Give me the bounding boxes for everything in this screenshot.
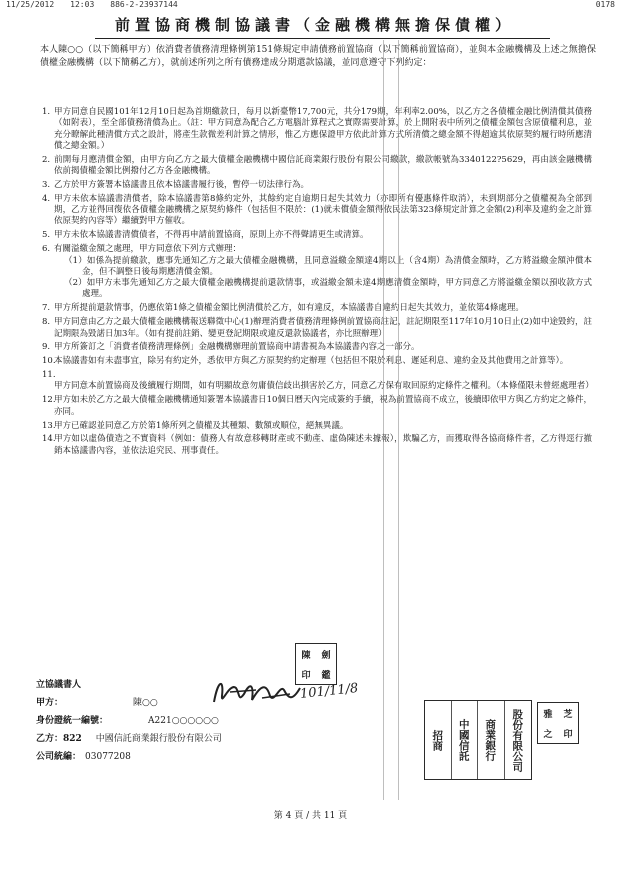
company-seal-stamp: 招商 中國信託 商業銀行 股份有限公司 <box>424 700 532 780</box>
clause-number: 13. <box>42 420 56 431</box>
fax-time: 12:03 <box>70 0 95 9</box>
company-no-row: 公司統編： 03077208 <box>36 748 296 766</box>
document-title: 前置協商機制協議書（金融機構無擔保債權） <box>114 15 515 34</box>
party-a-name: 陳○○ <box>133 698 158 708</box>
clause-number: 5. <box>42 230 51 241</box>
clause-text: 甲方同意本前置協商及後續履行期間，如有明顯故意勿庸債信歧出損害於乙方，同意乙方保有取回原約定條件之權利。（本條僅限未曾經處理者） <box>54 381 594 392</box>
clause-number: 12. <box>42 395 56 406</box>
clause-text: 甲方未依本協議書清償者，除本協議書第8條約定外，其餘約定自逾期日起失其效力（亦即所有優惠條件取消），未到期部分之債權視為全部到期，乙方並得回復依各債權金融機構之原契約條件（包括但不限於：(1)就未償債金額得依民法第323條規定計算之金額(2)利率及違約金之計算依原契約內容等）繼續對甲方催收。 <box>54 193 592 227</box>
clause-item <box>42 434 592 457</box>
clause-subitem: （1）如係為提前繳款，應事先通知乙方之最大債權金融機構，且同意溢繳金額達4期以上（含4期）為清償金額時，乙方將溢繳金額沖償本金，但不調整日後每期應清償金額。 <box>64 255 592 277</box>
signatory-heading: 立協議書人 <box>36 680 82 690</box>
clause-number: 9. <box>42 342 51 353</box>
personal-seal-stamp: 陳 劍 印 鑑 <box>295 643 337 685</box>
clause-item <box>42 230 592 241</box>
fax-page-code: 0178 <box>595 0 615 9</box>
clause-number: 1. <box>42 107 51 117</box>
clause-text: 有關溢繳金額之處理，甲方同意依下列方式辦理： <box>54 244 242 255</box>
clause-text: 甲方所提前還款情事，仍應依第1條之債權金額比例清償於乙方，如有違反，本協議書自違約日起失其效力，並依第4條處理。 <box>54 303 524 314</box>
company-no: 03077208 <box>85 752 131 762</box>
clause-item <box>42 107 592 152</box>
fax-header <box>6 0 615 10</box>
clause-text: 乙方於甲方簽署本協議書且依本協議書履行後，暫停一切法律行為。 <box>54 179 310 190</box>
intro-paragraph: 本人陳○○（以下簡稱甲方）依消費者債務清理條例第151條規定申請債務前置協商（以下簡稱前置協商），並與本金融機構及上述之無擔保債權金融機構（以下簡稱乙方），就前述所列之所有債務達成分期還款協議，並同意遵守下列約定： <box>40 45 596 68</box>
clause-text: 前開每月應清償金額，由甲方向乙方之最大債權金融機構中國信託商業銀行股份有限公司繳款，繳款帳號為3340122?5629，再由該金融機構依前揭債權金額比例撥付乙方各金融機構。 <box>54 154 592 177</box>
clause-item <box>42 317 592 340</box>
clause-item <box>42 180 592 191</box>
title-underline <box>95 38 550 39</box>
clause-text: 甲方未依本協議書清償債者，不得再申請前置協商，原則上亦不得聲請更生或清算。 <box>54 230 369 241</box>
clause-text: 甲方已確認並同意乙方於第1條所列之債權及其種類、數額或順位，絕無異議。 <box>54 420 349 431</box>
clause-list <box>42 107 592 460</box>
clause-item <box>42 356 592 367</box>
clause-number: 4. <box>42 193 51 204</box>
fax-date: 11/25/2012 <box>6 0 55 9</box>
clause-item <box>42 395 592 418</box>
representative-seal-stamp: 雅 芝 之 印 <box>537 702 579 744</box>
clause-item <box>42 342 592 353</box>
clause-number: 3. <box>42 179 51 190</box>
scan-line <box>383 40 384 800</box>
clause-text: 本協議書如有未盡事宜，除另有約定外，悉依甲方與乙方原契約約定辦理（包括但不限於利息、遲延利息、違約金及其他費用之計算等）。 <box>54 356 569 367</box>
party-a-row: 甲方： 陳○○ <box>36 694 296 712</box>
clause-item <box>42 194 592 228</box>
clause-number: 11. <box>42 370 56 381</box>
page-footer: 第 4 頁 / 共 11 頁 <box>273 811 348 821</box>
fax-number: 886-2-23937144 <box>110 0 178 9</box>
clause-number: 6. <box>42 244 51 255</box>
clause-text: 甲方同意自民國101年12月10日起為首期繳款日，每月以新臺幣17,700元，共分179期，年利率2.00%，以乙方之各債權金融比例清償其債務（如附表），至全部債務清償為止。（註：甲方同意為配合乙方電腦計算程式之實際需要計算，於上開附表中所列之債權金額包含原債權利息，並充分瞭解此種清償方式之設計，將產生款微差利計算之情形，惟乙方應保證甲方依此計算方式所清償之總金額不得超逾其依原契約履行時所應清償之總金額。） <box>54 107 592 151</box>
clause-number: 8. <box>42 317 51 328</box>
clause-text: 甲方如未於乙方之最大債權金融機構通知簽署本協議書日10個日曆天內完成簽約手續，視為前置協商不成立，後續即依甲方與乙方約定之條件，亦同。 <box>54 395 592 417</box>
clause-number: 2. <box>42 154 51 165</box>
clause-text: 甲方如以虛偽債造之不實資料（例如：債務人有故意移轉財產或不動產、虛偽陳述未據報），欺騙乙方，而獲取得各協商條件者，乙方得逕行撤銷本協議書內容，並依法追究民、刑事責任。 <box>54 434 592 456</box>
clause-subitem: （2）如甲方未事先通知乙方之最大債權金融機構提前還款情事，或溢繳金額未達4期應清償金額時，甲方同意乙方將溢繳金額以預收款方式處理。 <box>64 278 592 300</box>
clause-item <box>42 155 592 178</box>
id-row: 身份證統一編號： A221○○○○○○ <box>36 712 296 730</box>
clause-item <box>42 421 592 432</box>
party-b-row: 乙方：822 中國信託商業銀行股份有限公司 <box>36 730 296 748</box>
clause-number: 7. <box>42 303 51 314</box>
clause-item <box>42 244 592 300</box>
clause-number: 10. <box>42 356 56 367</box>
clause-number: 14. <box>42 434 56 445</box>
clause-item <box>42 370 592 393</box>
clause-text: 甲方同意由乙方之最大債權金融機構報送聯徵中心(1)辦理消費者債務清理條例前置協商註記，註記期限至117年10月10日止(2)如中途毀約，註記期限為毀諾日加3年。（如有提前註銷、變更登記期限或違反還款協議者，亦比照辦理） <box>54 317 592 339</box>
clause-text: 甲方所簽訂之「消費者債務清理條例」金融機構辦理前置協商申請書視為本協議書內容之一部分。 <box>54 342 420 353</box>
handwritten-date: 101/11/8 <box>299 680 360 703</box>
id-value: A221○○○○○○ <box>148 716 219 726</box>
party-b-name: 中國信託商業銀行股份有限公司 <box>95 734 222 744</box>
scan-line <box>398 40 399 800</box>
clause-item <box>42 303 592 314</box>
